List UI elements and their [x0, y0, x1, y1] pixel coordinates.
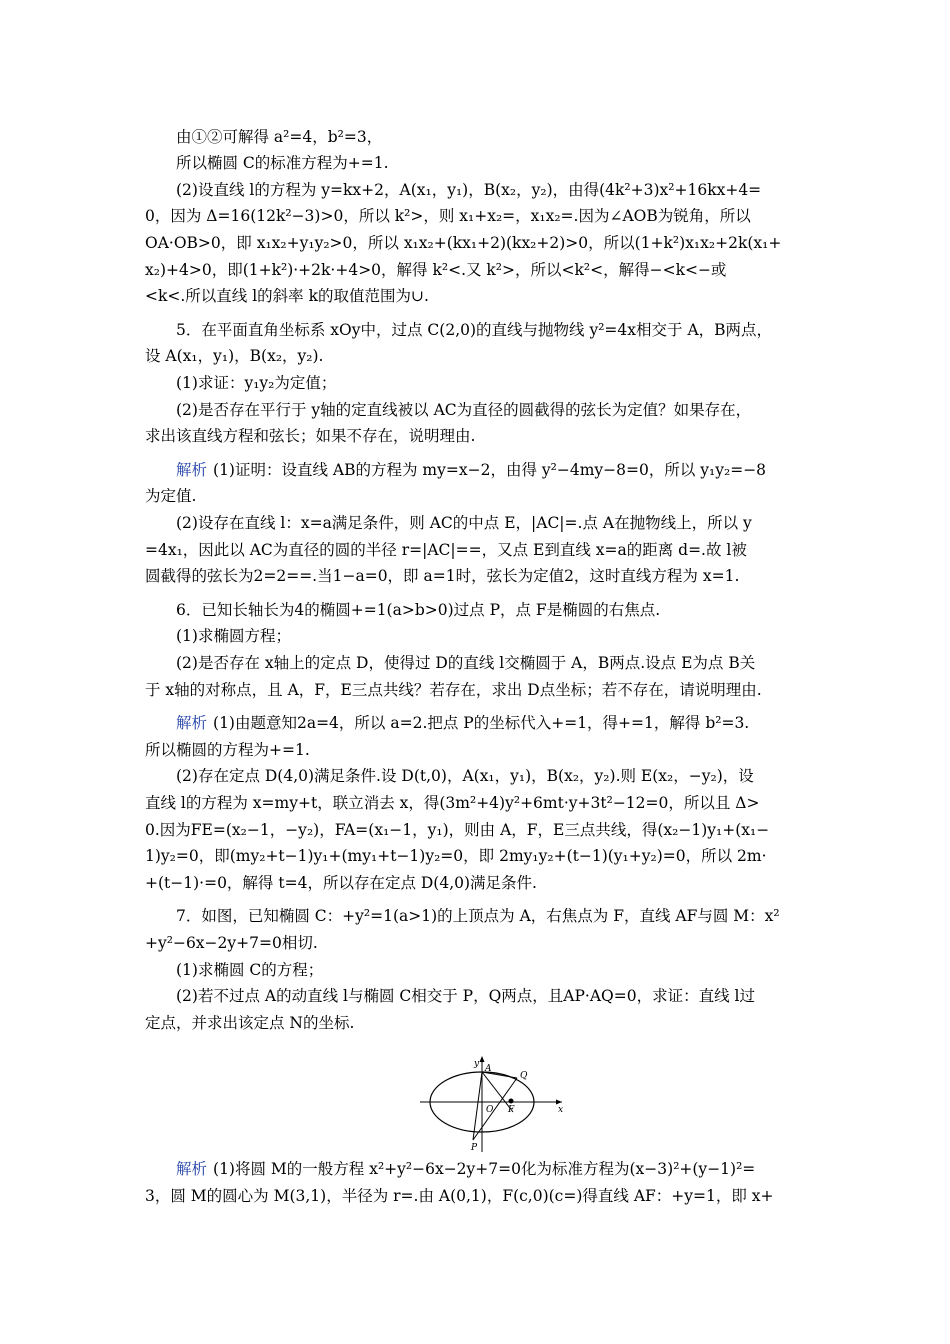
label-x: x — [558, 1105, 564, 1115]
text-line: 所以椭圆的方程为+=1. — [145, 741, 310, 759]
text-line: (2)存在定点 D(4,0)满足条件.设 D(t,0)，A(x₁，y₁)，B(x₂，y₂).则 E(x₂，−y₂)，设 — [176, 767, 754, 785]
text-line: 0，因为 Δ=16(12k²−3)>0，所以 k²>，则 x₁+x₂=，x₁x₂=.因为∠AOB为锐角，所以 — [145, 207, 751, 225]
text-line: +(t−1)·=0，解得 t=4，所以存在定点 D(4,0)满足条件. — [145, 874, 537, 892]
text-line: 圆截得的弦长为2=2==.当1−a=0，即 a=1时，弦长为定值2，这时直线方程为 x=1. — [145, 567, 740, 585]
problem-5-line: 5．在平面直角坐标系 xOy中，过点 C(2,0)的直线与抛物线 y²=4x相交于 A，B两点， — [176, 321, 773, 339]
text-line: 定点，并求出该定点 N的坐标. — [145, 1014, 355, 1032]
solution-line: 解析 (1)由题意知2a=4，所以 a=2.把点 P的坐标代入+=1，得+=1，解得 b²=3. — [176, 714, 750, 732]
text-line: (2)若不过点 A的动直线 l与椭圆 C相交于 P，Q两点，且AP·AQ=0，求证：直线 l过 — [176, 987, 755, 1005]
label-o: O — [486, 1105, 494, 1115]
x-axis-arrow — [556, 1100, 562, 1105]
jiexi-label: 解析 — [176, 714, 208, 732]
ellipse-figure — [418, 1054, 568, 1154]
text-line: 为定值. — [145, 487, 197, 505]
label-y: y — [474, 1059, 480, 1069]
problem-6-line: 6．已知长轴长为4的椭圆+=1(a>b>0)过点 P，点 F是椭圆的右焦点. — [176, 601, 661, 619]
jiexi-label: 解析 — [176, 461, 208, 479]
text-line: 1)y₂=0，即(my₂+t−1)y₁+(my₁+t−1)y₂=0，即 2my₁y₂+(t−1)(y₁+y₂)=0，所以 2m· — [145, 847, 767, 865]
text-line: 3，圆 M的圆心为 M(3,1)，半径为 r=.由 A(0,1)，F(c,0)(c=)得直线 AF：+y=1，即 x+ — [145, 1187, 774, 1205]
solution-line: 解析 (1)证明：设直线 AB的方程为 my=x−2，由得 y²−4my−8=0，所以 y₁y₂=−8 — [176, 461, 767, 479]
label-f: F — [508, 1105, 515, 1115]
text-line: 直线 l的方程为 x=my+t，联立消去 x，得(3m²+4)y²+6mt·y+3t²−12=0，所以且 Δ> — [145, 794, 760, 812]
text-line: (1)求证：y₁y₂为定值； — [176, 374, 337, 392]
text-line: 0.因为FE=(x₂−1，−y₂)，FA=(x₁−1，y₁)，则由 A，F，E三点共线，得(x₂−1)y₁+(x₁− — [145, 821, 770, 839]
jiexi-label: 解析 — [176, 1160, 208, 1178]
text-line: (2)设存在直线 l：x=a满足条件，则 AC的中点 E，|AC|=.点 A在抛物线上，所以 y — [176, 514, 752, 532]
text-line: (2)是否存在 x轴上的定点 D，使得过 D的直线 l交椭圆于 A，B两点.设点 E为点 B关 — [176, 654, 756, 672]
label-a: A — [485, 1064, 492, 1074]
text-line: =4x₁，因此以 AC为直径的圆的半径 r=|AC|==，又点 E到直线 x=a的距离 d=.故 l被 — [145, 541, 747, 559]
text-line: (2)设直线 l的方程为 y=kx+2，A(x₁，y₁)，B(x₂，y₂)，由得(4k²+3)x²+16kx+4= — [176, 181, 762, 199]
focus-point — [509, 1099, 514, 1104]
text-line: (2)是否存在平行于 y轴的定直线被以 AC为直径的圆截得的弦长为定值？如果存在， — [176, 401, 752, 419]
text-line: (1)求椭圆方程； — [176, 627, 291, 645]
label-q: Q — [520, 1071, 528, 1081]
label-p: P — [471, 1143, 478, 1153]
text-line: (1)求椭圆 C的方程； — [176, 961, 324, 979]
text-line: 于 x轴的对称点，且 A，F，E三点共线？若存在，求出 D点坐标；若不存在，请说明理由. — [145, 681, 762, 699]
text-line: 由①②可解得 a²=4，b²=3， — [176, 128, 383, 146]
solution-line: 解析 (1)将圆 M的一般方程 x²+y²−6x−2y+7=0化为标准方程为(x−3)²+(y−1)²= — [176, 1160, 756, 1178]
problem-7-line: 7．如图，已知椭圆 C：+y²=1(a>1)的上顶点为 A，右焦点为 F，直线 AF与圆 M：x² — [176, 907, 780, 925]
text-line: x₂)+4>0，即(1+k²)·+2k·+4>0，解得 k²<.又 k²>，所以<k²<，解得−<k<−或 — [145, 261, 727, 279]
text-line: +y²−6x−2y+7=0相切. — [145, 934, 318, 952]
text-line: 求出该直线方程和弦长；如果不存在，说明理由. — [145, 427, 476, 445]
text-line: OA·OB>0，即 x₁x₂+y₁y₂>0，所以 x₁x₂+(kx₁+2)(kx₂+2)>0，所以(1+k²)x₁x₂+2k(x₁+ — [145, 234, 782, 252]
text-line: 所以椭圆 C的标准方程为+=1. — [176, 154, 389, 172]
y-axis-arrow — [480, 1056, 485, 1062]
text-line: <k<.所以直线 l的斜率 k的取值范围为∪. — [145, 287, 429, 305]
text-line: 设 A(x₁，y₁)，B(x₂，y₂). — [145, 347, 324, 365]
